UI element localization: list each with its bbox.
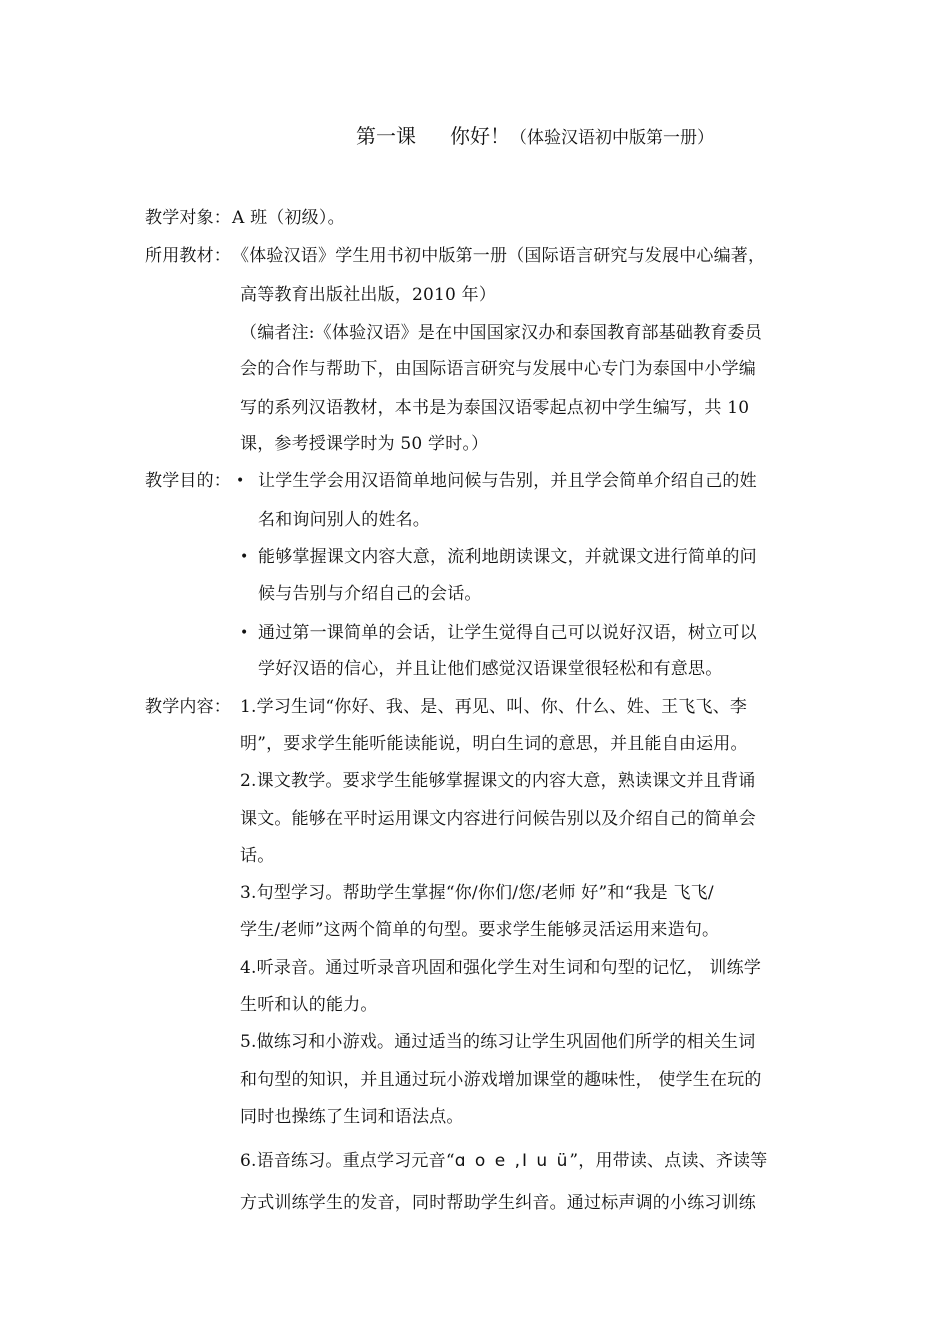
goal-line: 能够掌握课文内容大意，流利地朗读课文，并就课文进行简单的问 [258,547,757,567]
target-text: A 班（初级）。 [232,208,345,228]
content-line: 同时也操练了生词和语法点。 [240,1107,464,1127]
vowel-pinyin: ɑ o e ,I u ü [454,1151,570,1171]
bullet-icon: • [236,473,245,489]
content-line: 和句型的知识，并且通过玩小游戏增加课堂的趣味性， 使学生在玩的 [240,1070,762,1090]
goal-line: 让学生学会用汉语简单地问候与告别，并且学会简单介绍自己的姓 [258,471,757,491]
materials-line: 《体验汉语》学生用书初中版第一册（国际语言研究与发展中心编著， [232,246,766,266]
materials-line: 高等教育出版社出版，2010 年） [240,285,497,305]
content-line: 学生/老师”这两个简单的句型。要求学生能够灵活运用来造句。 [240,920,720,940]
lesson-subtitle: （体验汉语初中版第一册） [510,128,714,148]
content-line-start: 6.语音练习。重点学习元音“ [240,1151,455,1171]
content-line: 2.课文教学。要求学生能够掌握课文的内容大意，熟读课文并且背诵 [240,771,756,791]
content-line: 3.句型学习。帮助学生掌握“你/你们/您/老师 好”和“我是 飞飞/ [240,883,714,903]
lesson-greeting: 你好！ [450,124,510,148]
page-title [0,121,950,153]
target-label: 教学对象： [145,208,231,228]
editor-note-line: 写的系列汉语教材，本书是为泰国汉语零起点初中学生编写，共 10 [240,398,750,418]
editor-note-line: 会的合作与帮助下，由国际语言研究与发展中心专门为泰国中小学编 [240,359,756,379]
content-line: 明”，要求学生能听能读能说，明白生词的意思，并且能自由运用。 [240,734,748,754]
goal-line: 通过第一课简单的会话，让学生觉得自己可以说好汉语，树立可以 [258,623,757,643]
goals-label: 教学目的： [145,471,231,491]
content-label: 教学内容： [145,697,231,717]
content-line: 方式训练学生的发音，同时帮助学生纠音。通过标声调的小练习训练 [240,1193,756,1213]
bullet-icon: • [240,549,249,565]
lesson-number: 第一课 [356,124,416,148]
content-line-end: ”，用带读、点读、齐读等 [569,1151,768,1171]
goal-line: 候与告别与介绍自己的会话。 [258,584,482,604]
goal-line: 名和询问别人的姓名。 [258,510,430,530]
bullet-icon: • [240,625,249,641]
content-line: 课文。能够在平时运用课文内容进行问候告别以及介绍自己的简单会 [240,809,756,829]
content-line [240,1150,767,1172]
editor-note-line: （编者注:《体验汉语》是在中国国家汉办和泰国教育部基础教育委员 [240,323,762,343]
editor-note-line: 课，参考授课学时为 50 学时。） [240,434,489,454]
materials-label: 所用教材： [145,246,231,266]
content-line: 1.学习生词“你好、我、是、再见、叫、你、什么、姓、王飞飞、李 [240,697,748,717]
content-line: 生听和认的能力。 [240,995,378,1015]
content-line: 话。 [240,846,275,866]
content-line: 4.听录音。通过听录音巩固和强化学生对生词和句型的记忆， 训练学 [240,958,762,978]
content-line: 5.做练习和小游戏。通过适当的练习让学生巩固他们所学的相关生词 [240,1032,756,1052]
goal-line: 学好汉语的信心，并且让他们感觉汉语课堂很轻松和有意思。 [258,659,723,679]
